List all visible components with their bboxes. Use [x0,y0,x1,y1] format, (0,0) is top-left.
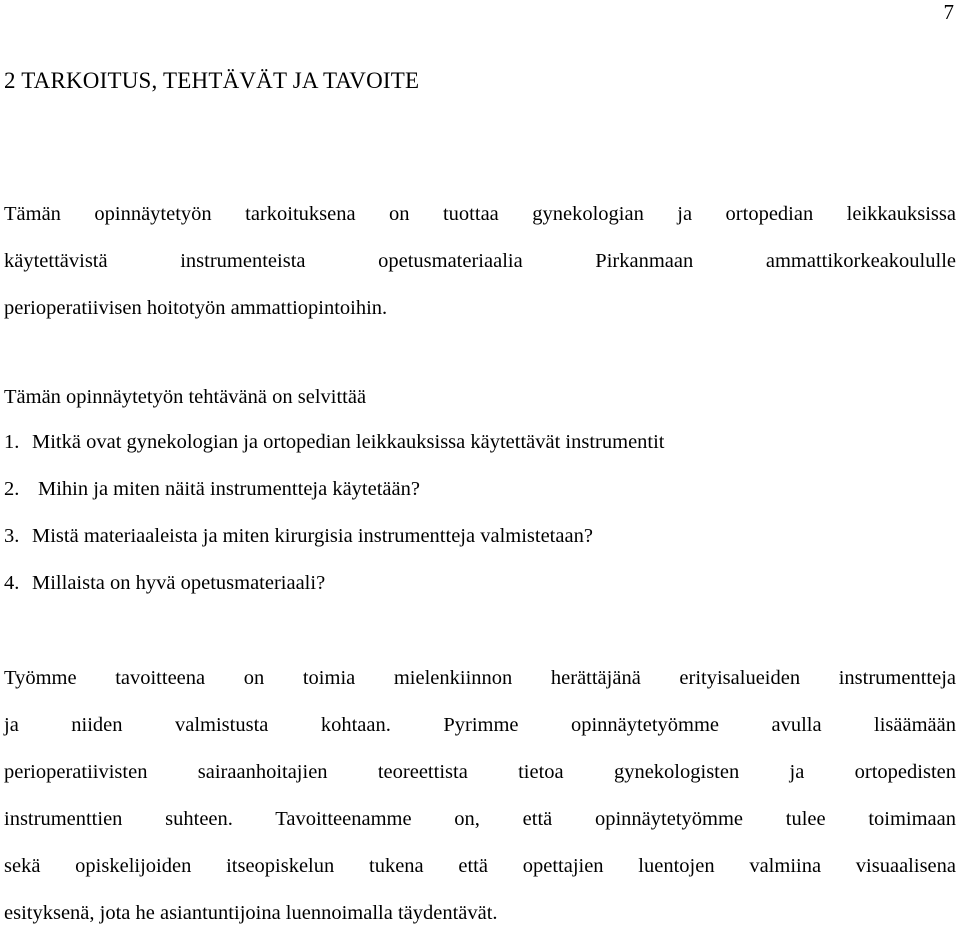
list-number: 2. [4,478,20,500]
list-number: 4. [4,572,20,594]
paragraph-line: ja niiden valmistusta kohtaan. Pyrimme opinnäytetyömme avulla lisäämään [4,714,956,736]
paragraph-line: perioperatiivisen hoitotyön ammattiopintoihin. [4,297,388,319]
list-number: 3. [4,525,20,547]
list-item [4,566,665,613]
list-item [4,425,665,472]
section-heading: 2 TARKOITUS, TEHTÄVÄT JA TAVOITE [4,68,420,93]
paragraph-line: instrumenttien suhteen. Tavoitteenamme on, että opinnäytetyömme tulee toimimaan [4,808,956,830]
paragraph-line: perioperatiivisten sairaanhoitajien teoreettista tietoa gynekologisten ja ortopedisten [4,761,956,783]
paragraph-line: sekä opiskelijoiden itseopiskelun tukena että opettajien luentojen valmiina visuaalisena [4,855,956,877]
list-text: Mitkä ovat gynekologian ja ortopedian leikkauksissa käytettävät instrumentit [32,431,665,453]
list-text: Mihin ja miten näitä instrumentteja käytetään? [38,478,420,500]
goal-paragraph [4,655,956,937]
page-number: 7 [943,0,954,24]
paragraph-line: Työmme tavoitteena on toimia mielenkiinnon herättäjänä erityisalueiden instrumentteja [4,667,956,689]
paragraph-line: käytettävistä instrumenteista opetusmateriaalia Pirkanmaan ammattikorkeakoululle [4,250,956,272]
list-text: Millaista on hyvä opetusmateriaali? [32,572,326,594]
list-item [4,519,665,566]
paragraph-line: esityksenä, jota he asiantuntijoina luennoimalla täydentävät. [4,902,498,924]
task-intro: Tämän opinnäytetyön tehtävänä on selvittää [4,386,367,408]
question-list [4,425,665,613]
list-item [4,472,665,519]
paragraph-line: Tämän opinnäytetyön tarkoituksena on tuottaa gynekologian ja ortopedian leikkauksissa [4,203,956,225]
list-text: Mistä materiaaleista ja miten kirurgisia instrumentteja valmistetaan? [32,525,593,547]
purpose-paragraph [4,191,956,332]
list-number: 1. [4,431,20,453]
